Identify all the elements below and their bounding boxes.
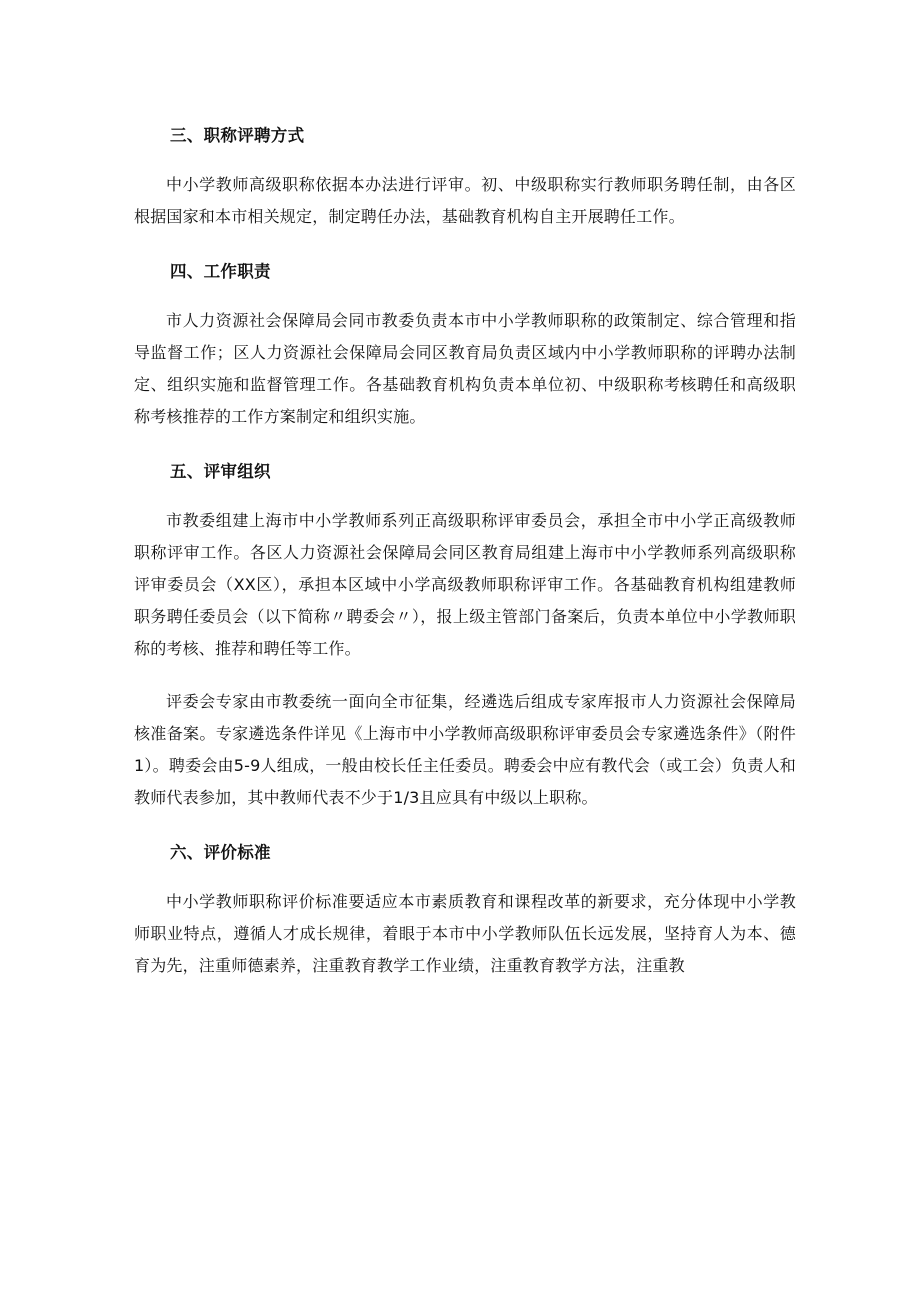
section-6-paragraph-1: 中小学教师职称评价标准要适应本市素质教育和课程改革的新要求，充分体现中小学教师职业特点，遵循人才成长规律，着眼于本市中小学教师队伍长远发展，坚持育人为本、德育为先，注重师德素养，注重教育教学工作业绩，注重教育教学方法，注重教: [134, 892, 796, 975]
section-heading-6: 六、评价标准: [170, 843, 271, 862]
section-4-paragraph-1: 市人力资源社会保障局会同市教委负责本市中小学教师职称的政策制定、综合管理和指导监督工作；区人力资源社会保障局会同区教育局负责区域内中小学教师职称的评聘办法制定、组织实施和监督管理工作。各基础教育机构负责本单位初、中级职称考核聘任和高级职称考核推荐的工作方案制定和组织实施。: [134, 311, 796, 426]
section-heading-5: 五、评审组织: [170, 462, 271, 481]
section-5-paragraph-2: 评委会专家由市教委统一面向全市征集，经遴选后组成专家库报市人力资源社会保障局核准备案。专家遴选条件详见《上海市中小学教师高级职称评审委员会专家遴选条件》（附件1）。聘委会由5-9人组成，一般由校长任主任委员。聘委会中应有教代会（或工会）负责人和教师代表参加，其中教师代表不少于1/3且应具有中级以上职称。: [134, 692, 796, 807]
document-body: [134, 120, 796, 982]
section-3-paragraph-1: 中小学教师高级职称依据本办法进行评审。初、中级职称实行教师职务聘任制，由各区根据国家和本市相关规定，制定聘任办法，基础教育机构自主开展聘任工作。: [134, 175, 796, 226]
section-heading-4: 四、工作职责: [170, 262, 271, 281]
section-heading-3: 三、职称评聘方式: [170, 126, 305, 145]
section-5-paragraph-1: 市教委组建上海市中小学教师系列正高级职称评审委员会，承担全市中小学正高级教师职称评审工作。各区人力资源社会保障局会同区教育局组建上海市中小学教师系列高级职称评审委员会（XX区），承担本区域中小学高级教师职称评审工作。各基础教育机构组建教师职务聘任委员会（以下简称〃聘委会〃），报上级主管部门备案后，负责本单位中小学教师职称的考核、推荐和聘任等工作。: [134, 511, 796, 658]
